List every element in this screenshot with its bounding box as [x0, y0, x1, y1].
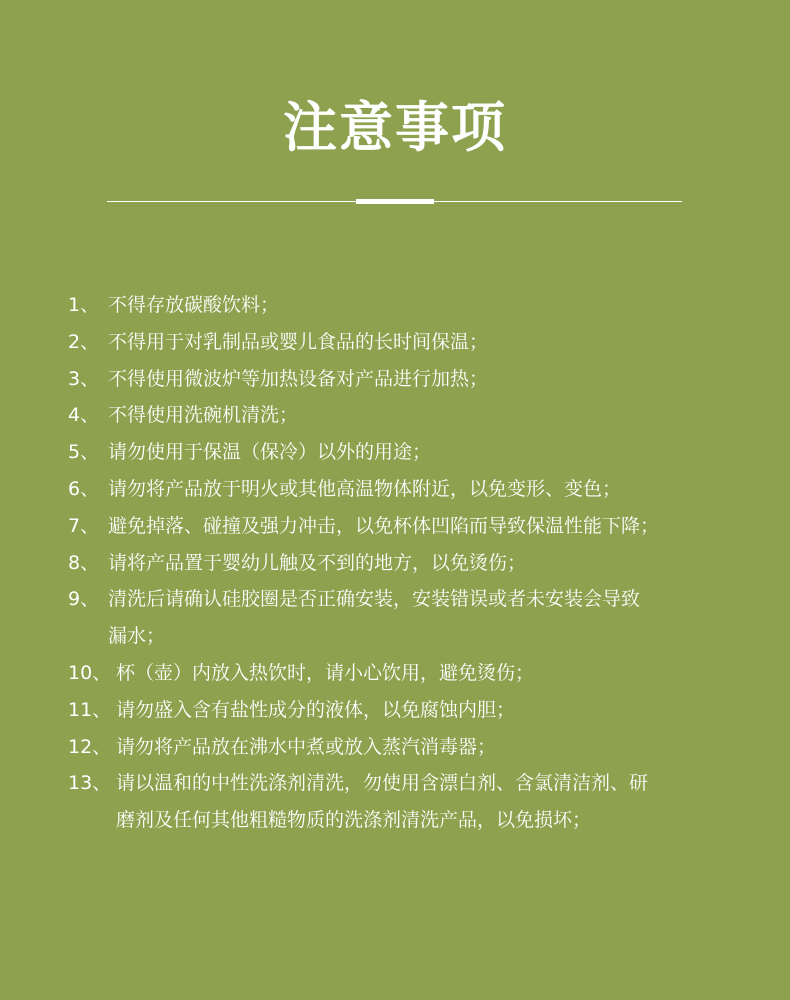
list-item [68, 471, 768, 508]
list-item [68, 434, 768, 471]
item-number: 1、 [68, 294, 100, 316]
item-text: 请勿将产品放于明火或其他高温物体附近，以免变形、变色； [108, 477, 622, 500]
list-item [68, 581, 768, 655]
item-text: 不得使用洗碗机清洗； [108, 404, 299, 427]
item-text: 避免掉落、碰撞及强力冲击，以免杯体凹陷而导致保温性能下降； [108, 514, 660, 537]
item-number: 5、 [68, 441, 100, 464]
list-item [68, 692, 768, 729]
list-item [68, 361, 768, 398]
list-item [68, 729, 768, 766]
item-text: 不得存放碳酸饮料； [108, 294, 280, 316]
notice-list [68, 287, 768, 839]
item-text: 杯（壶）内放入热饮时，请小心饮用，避免烫伤； [116, 661, 535, 684]
item-number: 3、 [68, 367, 100, 390]
list-item [68, 655, 768, 692]
item-text: 不得用于对乳制品或婴儿食品的长时间保温； [108, 330, 489, 353]
list-item [68, 545, 768, 582]
list-item [68, 765, 768, 839]
list-item [68, 324, 768, 361]
item-text: 清洗后请确认硅胶圈是否正确安装，安装错误或者未安装会导致 [108, 588, 641, 611]
title-divider-accent [356, 199, 434, 204]
item-text: 请将产品置于婴幼儿触及不到的地方，以免烫伤； [108, 551, 527, 574]
item-number: 13、 [68, 772, 112, 795]
page-title: 注意事项 [283, 96, 507, 159]
item-number: 9、 [68, 588, 100, 611]
item-number: 8、 [68, 551, 100, 574]
item-text: 不得使用微波炉等加热设备对产品进行加热； [108, 367, 489, 390]
list-item [68, 287, 768, 324]
item-number: 4、 [68, 404, 100, 427]
item-number: 11、 [68, 698, 112, 721]
item-number: 12、 [68, 735, 112, 758]
item-text: 请以温和的中性洗涤剂清洗，勿使用含漂白剂、含氯清洁剂、研 [116, 772, 649, 795]
item-text-continuation: 磨剂及任何其他粗糙物质的洗涤剂清洗产品，以免损坏； [116, 809, 592, 832]
item-number: 6、 [68, 477, 100, 500]
item-number: 10、 [68, 661, 112, 684]
item-text: 请勿将产品放在沸水中煮或放入蒸汽消毒器； [116, 735, 497, 758]
list-item [68, 397, 768, 434]
item-text: 请勿盛入含有盐性成分的液体，以免腐蚀内胆； [116, 698, 516, 721]
list-item [68, 508, 768, 545]
item-number: 7、 [68, 514, 100, 537]
item-text: 请勿使用于保温（保冷）以外的用途； [108, 441, 432, 464]
item-text-continuation: 漏水； [108, 625, 166, 648]
item-number: 2、 [68, 330, 100, 353]
